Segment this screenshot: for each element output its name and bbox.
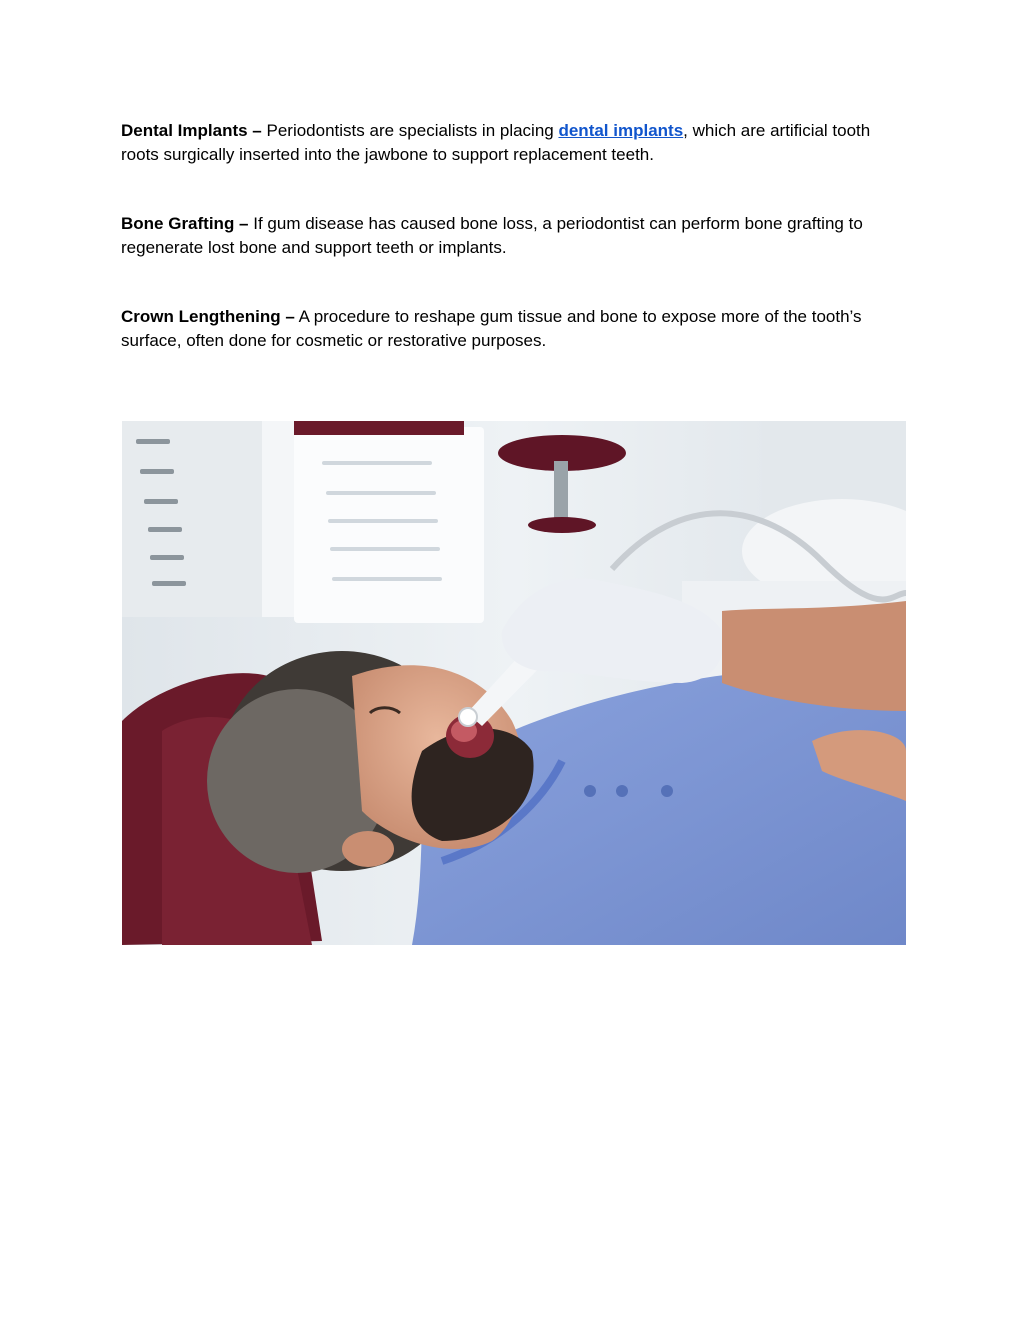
paragraph-dental-implants <box>121 119 911 167</box>
paragraph-bone-grafting <box>121 212 911 260</box>
paragraph-text: , which are artificial tooth roots surgically inserted into the jawbone to support replacement teeth. <box>121 121 871 164</box>
term-crown-lengthening: Crown Lengthening – <box>121 307 295 326</box>
dental-implants-link[interactable]: dental implants <box>558 121 684 140</box>
dental-patient-photo <box>122 421 906 945</box>
term-dental-implants: Dental Implants – <box>121 121 262 140</box>
paragraph-crown-lengthening <box>121 305 911 353</box>
paragraph-text: If gum disease has caused bone loss, a periodontist can perform bone grafting to regenerate lost bone and support teeth or implants. <box>121 214 863 257</box>
paragraph-text: Periodontists are specialists in placing <box>261 121 559 140</box>
term-bone-grafting: Bone Grafting – <box>121 214 249 233</box>
paragraph-text: A procedure to reshape gum tissue and bone to expose more of the tooth’s surface, often done for cosmetic or restorative purposes. <box>121 307 862 350</box>
